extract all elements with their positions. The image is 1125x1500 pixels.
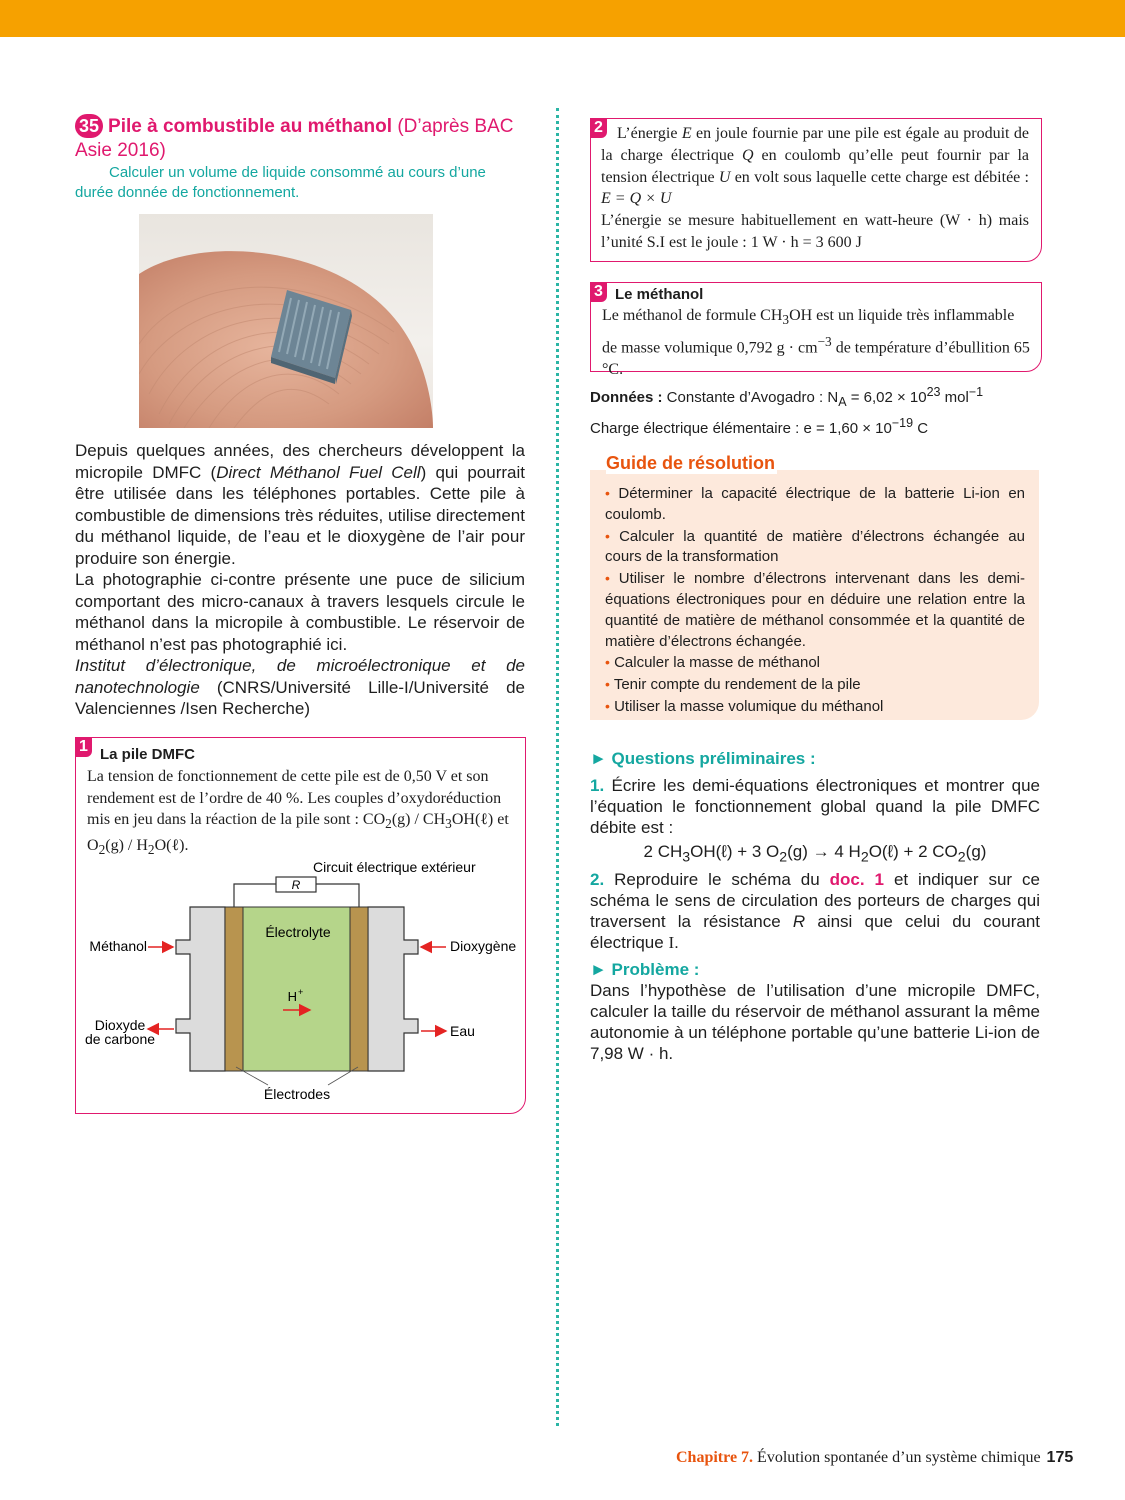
circuit-wire-right [316,884,359,907]
ion-charge: + [298,987,304,997]
electrolyte-label: Électrolyte [265,924,331,940]
left-electrode [225,907,243,1071]
methanol-label: Méthanol [89,938,147,954]
problem-text: Dans l’hypothèse de l’utilisation d’une micropile DMFC, calculer la taille du réservoir de méthanol assurant la même autonomie à un téléphone portable qu’une batterie Li-ion de 7,98 W · h. [590,981,1040,1064]
exercise-number: 35 [75,114,103,138]
footer-chapter: Chapitre 7. [676,1449,754,1466]
dmfc-diagram [76,856,525,1111]
guide-item: • Utiliser le nombre d’électrons intervenant dans les demi-équations électroniques pour en déduire une relation entre la quantité de matière de méthanol consommée et la quantité de matière d’électrons échangée. [605,570,1025,650]
doc3-title: Le méthanol [615,286,704,303]
page-number: 175 [1046,1449,1074,1466]
guide-item: • Utiliser la masse volumique du méthanol [605,697,884,715]
top-banner [0,0,1125,37]
intro-paragraph-2: La photographie ci-contre présente une puce de silicium comportant des micro-canaux à travers lesquels circule le méthanol dans la micropile à combustible. Le réservoir de méthanol n’est pas photographié ici. [75,570,525,654]
data-label: Données : [590,389,663,406]
question-2: 2. Reproduire le schéma du doc. 1 et indiquer sur ce schéma le sens de circulation des porteurs de charges qui traversent la résistance R ainsi que celui du courant électrique I. [590,870,1040,953]
right-electrode [350,907,368,1071]
exercise-title: Pile à combustible au méthanol [108,116,393,137]
global-equation: 2 $CH_3OH(\ell) + 3$ $O_2(g) \to 4$ $H_2O(\ell) + 2$ $CO_2(g)$ [643,842,987,866]
resolution-guide [590,470,1039,720]
intro-text [75,440,525,720]
guide-item: • Tenir compte du rendement de la pile [605,676,861,694]
question-1: 1. Écrire les demi-équations électroniques et montrer que l’équation le fonctionnement global quand la pile DMFC débite est : [590,776,1040,837]
anode-chamber [176,907,225,1071]
doc1-number: 1 [75,737,92,757]
oxygen-label: Dioxygène [450,938,517,954]
doc2-text: L’énergie E en joule fournie par une pile est égale au produit de la charge électrique Q en coulomb qu’elle peut fournir par la tension électrique U en volt sous laquelle cette charge est débitée : E = Q × U L’énergie se mesure habituellement en watt-heure (W · h) mais l’unité S.I est le joule : 1 W · h = 3 600 J [601,125,1030,251]
cathode-chamber [368,907,418,1071]
doc2-box [590,118,1042,262]
chip-photo [139,214,433,428]
page-footer [676,1449,1073,1467]
exercise-source: (D’après BAC Asie 2016) [75,116,514,161]
guide-list [605,483,1025,718]
doc1-box [75,737,526,1114]
guide-item: • Calculer la quantité de matière d’électrons échangée au cours de la transformation [605,527,1025,566]
water-label: Eau [450,1023,475,1039]
electrodes-label: Électrodes [263,1086,331,1102]
doc1-title: La pile DMFC [100,746,196,763]
data-block: Données : Constante d’Avogadro : $N_A = 6,02 \times 10^{23}$ mol$^{-1}$ Charge électrique élémentaire : $e = 1,60 \times 10^{-19}$ C [590,385,984,437]
co2-label-line1: Dioxyde [94,1017,146,1033]
questions-block [590,748,1040,1064]
circuit-label: Circuit électrique extérieur [313,859,476,875]
column-divider [556,108,559,1426]
doc2-number: 2 [590,118,607,138]
problem-heading: ► Problème : [590,960,700,980]
prelim-heading: ► Questions préliminaires : [590,749,816,768]
footer-title: Évolution spontanée d’un système chimique [753,1449,1041,1466]
circuit-wire-left [234,884,276,907]
exercise-objective: Calculer un volume de liquide consommé au cours d’une durée donnée de fonctionnement. [75,164,486,201]
chip-photo-illustration [139,214,433,428]
intro-credit: Institut d’électronique, de microélectronique et de nanotechnologie (CNRS/Université Lille-I/Université de Valenciennes /Isen Recherche) [75,656,525,718]
doc3-box [590,282,1042,378]
guide-item: • Calculer la masse de méthanol [605,654,821,672]
guide-item: • Déterminer la capacité électrique de la batterie Li-ion en coulomb. [605,485,1026,523]
exercise-header [75,114,525,163]
doc3-number: 3 [590,282,607,302]
co2-label-line2: de carbone [84,1031,156,1047]
guide-title: Guide de résolution [606,453,776,473]
doc3-text: Le méthanol de formule $CH_3OH$ est un liquide très inflammable de masse volumique 0,792 $g \cdot cm^{-3}$ de température d’ébullition 65 °C. [602,307,1030,378]
resistor-label: R [291,878,301,892]
intro-paragraph-1: Depuis quelques années, des chercheurs développent la micropile DMFC (Direct Méthanol Fuel Cell) qui pourrait être utilisée dans les téléphones portables. Cette pile à combustible de dimensions très réduites, utilise directement du méthanol liquide, de l’eau et le dioxygène de l’air pour produire son énergie. [75,441,525,568]
doc1-text: La tension de fonctionnement de cette pile est de 0,50 V et son rendement est de l’ordre de 40 %. Les couples d’oxydoréduction mis en jeu dans la réaction de la pile sont : $CO_2(g)$ / $CH_3OH(\ell)$ et $O_2(g)$ / $H_2O(\ell)$. [87,768,509,857]
ion-label: H [287,989,297,1004]
